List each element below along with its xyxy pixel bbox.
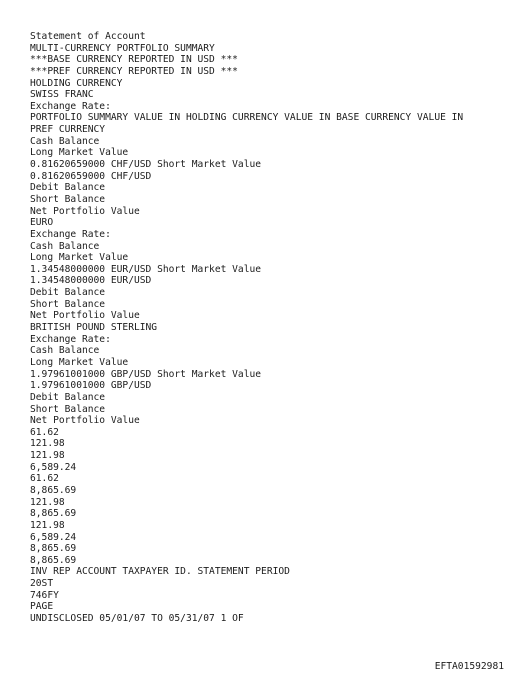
statement-line: 1.34548000000 EUR/USD Short Market Value (30, 263, 262, 275)
statement-line: Short Balance (30, 298, 106, 310)
statement-line: 6,589.24 (30, 531, 77, 543)
statement-line: Net Portfolio Value (30, 205, 140, 217)
statement-line: Cash Balance (30, 240, 100, 252)
statement-line: 1.97961001000 GBP/USD Short Market Value (30, 368, 262, 380)
statement-line: 121.98 (30, 438, 65, 450)
statement-line: Short Balance (30, 193, 106, 205)
statement-line: Debit Balance (30, 182, 106, 194)
statement-line: Debit Balance (30, 391, 106, 403)
statement-line: 6,589.24 (30, 461, 77, 473)
statement-line: INV REP ACCOUNT TAXPAYER ID. STATEMENT PERIOD (30, 566, 290, 578)
statement-line: 1.34548000000 EUR/USD (30, 275, 152, 287)
statement-line: 0.81620659000 CHF/USD (30, 170, 152, 182)
statement-line: Net Portfolio Value (30, 310, 140, 322)
statement-line: Cash Balance (30, 135, 100, 147)
statement-line: EURO (30, 217, 54, 229)
statement-line: Exchange Rate: (30, 228, 111, 240)
statement-line: BRITISH POUND STERLING (30, 322, 158, 334)
statement-line: PREF CURRENCY (30, 124, 106, 136)
statement-text-block (30, 31, 500, 625)
statement-line: 8,865.69 (30, 508, 77, 520)
statement-line: 121.98 (30, 519, 65, 531)
statement-line: HOLDING CURRENCY (30, 77, 123, 89)
statement-line: Short Balance (30, 403, 106, 415)
statement-line: 1.97961001000 GBP/USD (30, 380, 152, 392)
statement-line: PORTFOLIO SUMMARY VALUE IN HOLDING CURRENCY VALUE IN BASE CURRENCY VALUE IN (30, 112, 464, 124)
statement-line: Debit Balance (30, 287, 106, 299)
statement-line: UNDISCLOSED 05/01/07 TO 05/31/07 1 OF (30, 613, 244, 625)
statement-line: PAGE (30, 601, 54, 613)
statement-line: Statement of Account (30, 31, 146, 42)
statement-line: Cash Balance (30, 345, 100, 357)
statement-line: Exchange Rate: (30, 100, 111, 112)
statement-line: 61.62 (30, 426, 59, 438)
statement-line: 121.98 (30, 496, 65, 508)
statement-line: Net Portfolio Value (30, 415, 140, 427)
statement-line: 121.98 (30, 450, 65, 462)
statement-line: 8,865.69 (30, 484, 77, 496)
statement-line: 8,865.69 (30, 554, 77, 566)
statement-line: Long Market Value (30, 356, 129, 368)
statement-line: 746FY (30, 589, 59, 601)
document-id-footer: EFTA01592981 (434, 661, 504, 672)
statement-line: ***PREF CURRENCY REPORTED IN USD *** (30, 65, 238, 77)
statement-line: 61.62 (30, 473, 59, 485)
statement-line: 0.81620659000 CHF/USD Short Market Value (30, 159, 262, 171)
statement-line: Long Market Value (30, 252, 129, 264)
statement-line: 20ST (30, 578, 54, 590)
statement-line: ***BASE CURRENCY REPORTED IN USD *** (30, 54, 238, 66)
statement-line: SWISS FRANC (30, 89, 94, 101)
statement-line: Long Market Value (30, 147, 129, 159)
statement-line: Exchange Rate: (30, 333, 111, 345)
statement-line: 8,865.69 (30, 543, 77, 555)
statement-line: MULTI-CURRENCY PORTFOLIO SUMMARY (30, 42, 215, 54)
